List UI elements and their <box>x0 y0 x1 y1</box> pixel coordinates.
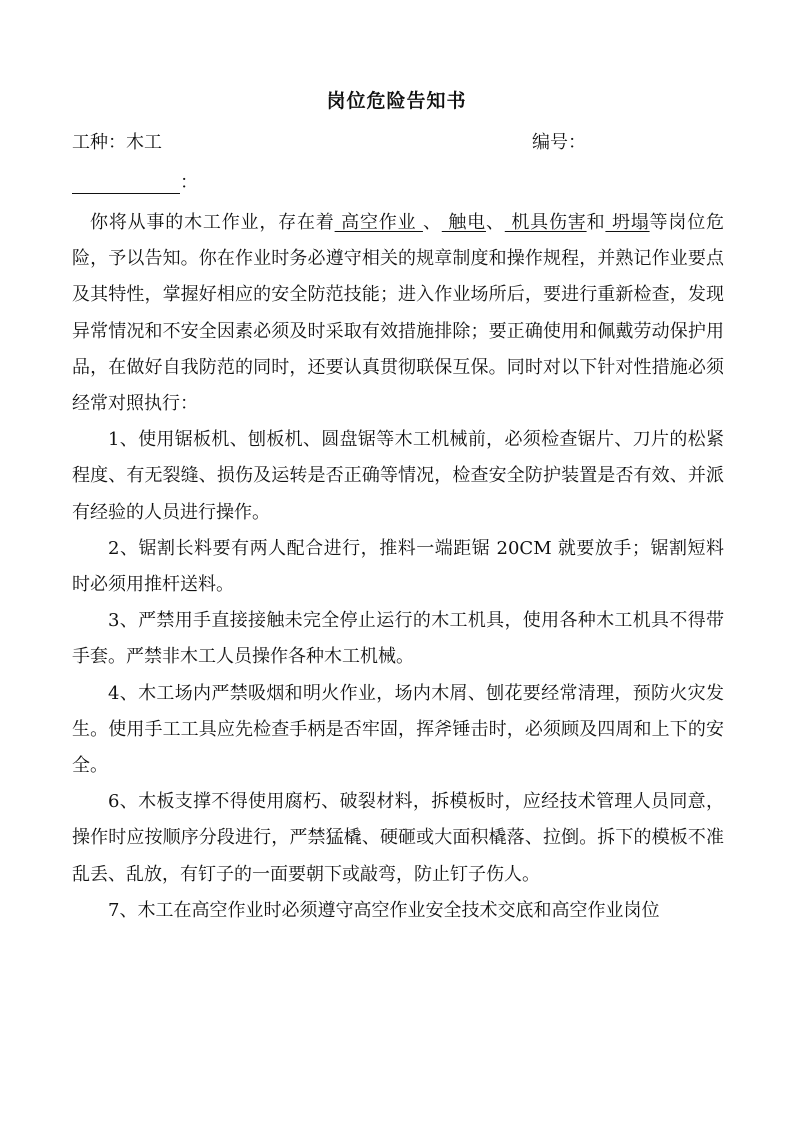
measure-item: 6、木板支撑不得使用腐朽、破裂材料，拆模板时，应经技术管理人员同意，操作时应按顺序分段进行，严禁猛橇、硬砸或大面积橇落、拉倒。拆下的模板不准乱丢、乱放，有钉子的一面要朝下或敲弯，防止钉子伤人。 <box>72 791 724 885</box>
measure-item: 7、木工在高空作业时必须遵守高空作业安全技术交底和高空作业岗位 <box>108 899 660 921</box>
document-body <box>72 205 724 929</box>
measure-item: 1、使用锯板机、刨板机、圆盘锯等木工机械前，必须检查锯片、刀片的松紧程度、有无裂缝、损伤及运转是否正确等情况，检查安全防护装置是否有效、并派有经验的人员进行操作。 <box>72 429 724 523</box>
separator: 、 <box>485 212 505 233</box>
hazard-machine-injury: 机具伤害 <box>504 212 587 233</box>
addressee-colon: ： <box>180 172 198 193</box>
job-type-label: 工种： <box>72 132 126 153</box>
hazard-electric-shock: 触电 <box>441 212 486 233</box>
intro-text: 你将从事的木工作业，存在着 <box>90 212 335 233</box>
addressee-line <box>72 168 198 194</box>
separator: 和 <box>586 212 606 233</box>
hazard-collapse: 坍塌 <box>605 212 650 233</box>
job-type <box>72 128 162 154</box>
measure-item: 3、严禁用手直接接触未完全停止运行的木工机具，使用各种木工机具不得带手套。严禁非木工人员操作各种木工机械。 <box>72 610 724 668</box>
intro-paragraph <box>72 205 724 422</box>
separator: 、 <box>422 212 442 233</box>
intro-text-rest: 等岗位危险，予以告知。你在作业时务必遵守相关的规章制度和操作规程，并熟记作业要点及其特性，掌握好相应的安全防范技能；进入作业场所后，要进行重新检查，发现异常情况和不安全因素必须及时采取有效措施排除；要正确使用和佩戴劳动保护用品，在做好自我防范的同时，还要认真贯彻联保互保。同时对以下针对性措施必须经常对照执行： <box>72 212 725 415</box>
hazard-high-altitude: 高空作业 <box>334 212 423 233</box>
number-label: 编号： <box>532 132 586 153</box>
document-title: 岗位危险告知书 <box>326 90 467 112</box>
measure-item: 2、锯割长料要有两人配合进行，推料一端距锯 20CM 就要放手；锯割短料时必须用推杆送料。 <box>72 537 724 596</box>
addressee-blank <box>72 175 180 194</box>
job-type-value: 木工 <box>126 132 162 153</box>
document-number <box>532 128 586 154</box>
measure-item: 4、木工场内严禁吸烟和明火作业，场内木屑、刨花要经常清理，预防火灾发生。使用手工工具应先检查手柄是否牢固，挥斧锤击时，必须顾及四周和上下的安全。 <box>72 682 724 777</box>
